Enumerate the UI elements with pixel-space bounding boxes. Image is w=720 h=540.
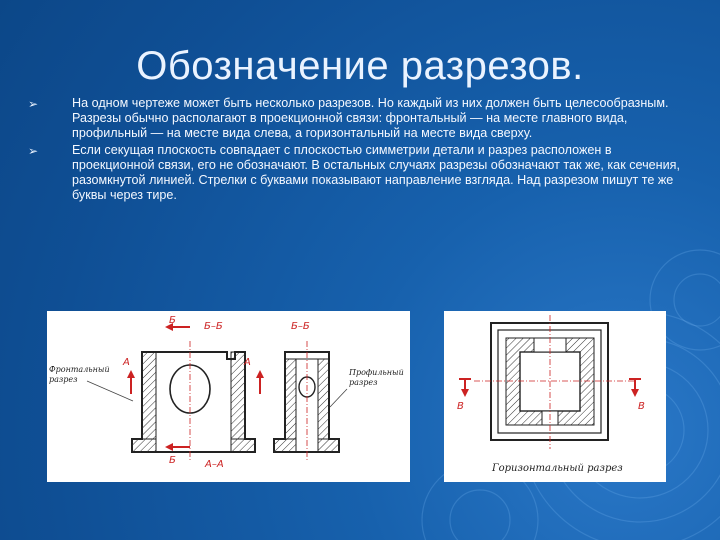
caption-frontal [49, 365, 112, 384]
cutting-plane-a-right [256, 370, 264, 394]
frontal-profile-section-drawing [47, 311, 410, 482]
arrowhead-bullet-icon: ➢ [28, 97, 39, 111]
label-b-top: Б [169, 315, 176, 326]
horizontal-section-drawing [444, 311, 666, 482]
caption-profile [348, 368, 406, 387]
title-aa: А–А [205, 459, 224, 470]
caption-horizontal: Горизонтальный разрез [492, 463, 623, 474]
cutting-plane-a-left [127, 370, 135, 394]
cutting-plane-b-bottom [165, 443, 190, 451]
frontal-section-shape [132, 341, 255, 461]
arrowhead-bullet-icon: ➢ [28, 143, 39, 158]
bullet-text: Если секущая плоскость совпадает с плоскостью симметрии детали и разрез расположен в проекционной связи, его не обозначают. В остальных случаях разрезы обозначают так же, как сечения, разомкнутой линией. Стрелки с буквами показывают направление взгляда. Над разрезом пишут те же буквы через тире. [72, 142, 680, 203]
bullet-item [28, 96, 693, 142]
bullet-list [28, 96, 693, 204]
caption-line-2: разрез [49, 375, 78, 384]
caption-frontal-line: Фронтальный [49, 365, 110, 374]
title-bb-right: Б–Б [291, 321, 310, 332]
caption-profile-line: Профильный [349, 368, 404, 377]
label-a-right: А [244, 357, 251, 368]
cutting-plane-v-left [459, 379, 471, 397]
bullet-text: На одном чертеже может быть несколько разрезов. Но каждый из них должен быть целесообразным. Разрезы обычно располагают в проекционной связи: фронтальный — на месте главного вида, профильный — на месте вида слева, а горизонтальный на месте вида сверху. [72, 96, 669, 141]
profile-section-shape [274, 341, 339, 461]
label-b-bottom: Б [169, 455, 176, 466]
drawing-svg-1 [47, 311, 410, 482]
title-bb-left: Б–Б [204, 321, 223, 332]
label-v-right: В [638, 401, 645, 412]
bullet-item [28, 143, 693, 204]
caption-line-2: разрез [349, 378, 378, 387]
label-a-left: А [123, 357, 130, 368]
slide-title: Обозначение разрезов. [136, 44, 584, 88]
drawing-svg-2 [444, 311, 666, 482]
horizontal-section-shape [474, 315, 634, 449]
cutting-plane-v-right [629, 379, 641, 397]
label-v-left: В [457, 401, 464, 412]
